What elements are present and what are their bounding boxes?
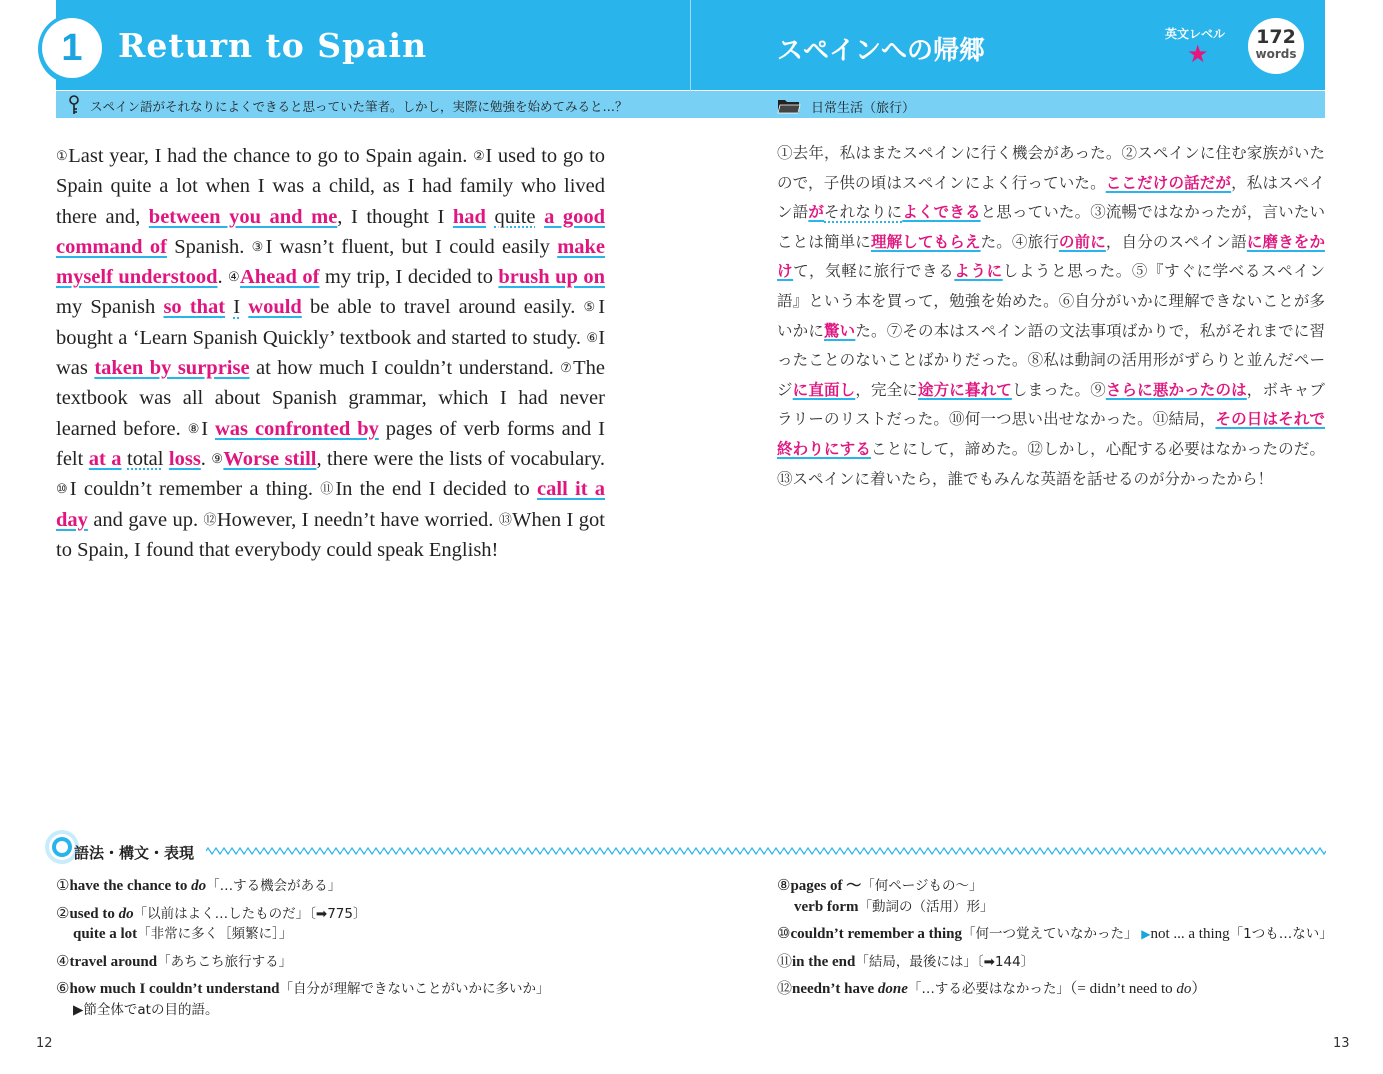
phrase-highlight: brush up on (498, 266, 605, 289)
phrase-highlight-ja: 驚い (824, 321, 856, 340)
phrase-highlight-ja: に直面し (792, 380, 856, 399)
phrase-highlight-ja: 途方に暮れて (917, 380, 1012, 399)
phrase-highlight: between you and me (148, 205, 338, 228)
phrase-highlight-ja: さらに悪かったのは (1105, 380, 1247, 399)
star-icon: ★ (1187, 42, 1209, 68)
phrase-highlight: make myself understood (56, 235, 606, 289)
lesson-number-badge: 1 (42, 18, 102, 78)
level-label: 英文レベル (1165, 27, 1226, 41)
grammar-item: ④travel around「あちこち旅行する」 (56, 953, 293, 970)
summary-text: スペイン語がそれなりによくできると思っていた筆者。しかし，実際に勉強を始めてみると…？ (90, 99, 628, 114)
word-count-badge (1248, 18, 1304, 74)
grammar-item: ②used to do「以前はよく…したものだ」〔➡775〕 quite a lot「非常に多く［頻繁に］」 (56, 905, 367, 942)
phrase-highlight-ja: 理解してもらえ (870, 232, 981, 251)
phrase-highlight: taken by surprise (94, 357, 250, 380)
grammar-item: ⑪in the end「結局，最後には」〔➡144〕 (777, 953, 1035, 970)
phrase-highlight: had (452, 205, 486, 228)
key-icon (67, 95, 81, 115)
phrase-highlight-ja: よくできる (902, 203, 981, 222)
phrase-highlight: was confronted by (214, 417, 379, 440)
phrase-highlight: a good command of (56, 205, 606, 258)
phrase-highlight: call it a day (56, 478, 606, 531)
category-text: 日常生活（旅行） (811, 101, 916, 116)
phrase-highlight-ja: ように (954, 262, 1003, 281)
phrase-highlight: Ahead of (240, 266, 320, 289)
grammar-notes-left (56, 876, 656, 1027)
title-english: Return to Spain (118, 26, 428, 65)
grammar-item: ①have the chance to do「…する機会がある」 (56, 878, 342, 894)
japanese-translation: ①去年，私はまたスペインに行く機会があった。②スペインに住む家族がいたので，子供の頃はスペインによく行っていた。ここだけの話だが，私はスペイン語がそれなりによくできると思っていた。③流暢ではなかったが，言いたいことは簡単に理解してもらえた。④旅行の前に，自分のスペイン語に磨きをかけて，気軽に旅行できるようにしようと思った。⑤『すぐに学べるスペイン語』という本を買って，勉強を始めた。⑥自分がいかに理解できないことが多いかに驚いた。⑦その本はスペイン語の文法事項ばかりで，私がそれまでに習ったことのないことばかりだった。⑧私は動詞の活用形がずらりと並んだページに直面し，完全に途方に暮れてしまった。⑨さらに悪かったのは，ボキャブラリーのリストだった。⑩何一つ思い出せなかった。⑪結局，その日はそれで終わりにすることにして，諦めた。⑫しかし，心配する必要はなかったのだ。⑬スペインに着いたら，誰でもみんな英語を話せるのが分かったから！ (777, 145, 1325, 488)
grammar-item: ⑫needn’t have done「…する必要はなかった」（= didn’t need to do） (777, 981, 1207, 997)
phrase-highlight-ja: に磨きをかけ (777, 232, 1325, 281)
grammar-item: ⑥how much I couldn’t understand「自分が理解できないことがいかに多いか」 ▶節全体でatの目的語。 (56, 981, 550, 1018)
grammar-notes-right (777, 876, 1337, 1007)
phrase-highlight-ja: が (808, 203, 824, 222)
english-passage: ①Last year, I had the chance to go to Spain again. ②I used to go to Spain quite a lot when I was a child, as I had family who lived there and, between you and me, I thought I had quite a good command of Spanish. ③I wasn’t fluent, but I could easily make myself understood. ④Ahead of my trip, I decided to brush up on my Spanish so that I would be able to travel around easily. ⑤I bought a ‘Learn Spanish Quickly’ textbook and started to study. ⑥I was taken by surprise at how much I couldn’t understand. ⑦The textbook was all about Spanish grammar, which I had never learned before. ⑧I was confronted by pages of verb forms and I felt at a total loss. ⑨Worse still, there were the lists of vocabulary. ⑩I couldn’t remember a thing. ⑪In the end I decided to call it a day and gave up. ⑫However, I needn’t have worried. ⑬When I got to Spain, I found that everybody could speak English! (56, 145, 606, 561)
phrase-highlight-ja: ここだけの話だが (1105, 173, 1232, 192)
grammar-section-title: 語法・構文・表現 (74, 844, 195, 862)
wave-divider (206, 846, 1326, 856)
phrase-highlight: Worse still (223, 447, 317, 470)
phrase-highlight-ja: の前に (1058, 232, 1106, 251)
title-japanese: スペインへの帰郷 (777, 36, 986, 66)
folder-icon (777, 97, 801, 114)
page-number-right: 13 (1333, 1036, 1350, 1051)
word-count-label: words (1255, 47, 1297, 61)
word-count: 172 (1256, 26, 1296, 48)
grammar-item: ⑩couldn’t remember a thing「何一つ覚えていなかった」 ▶not ... a thing「1つも…ない」 (777, 926, 1333, 942)
grammar-item: ⑧pages of ～「何ページもの～」 verb form「動詞の（活用）形」 (777, 878, 994, 915)
phrase-highlight: would (248, 296, 302, 319)
phrase-highlight: at a (88, 447, 122, 470)
phrase-highlight: so that (163, 296, 226, 319)
phrase-highlight: loss (168, 447, 201, 470)
phrase-highlight-ja: その日はそれで終わりにする (777, 410, 1325, 458)
page-number-left: 12 (36, 1036, 53, 1051)
